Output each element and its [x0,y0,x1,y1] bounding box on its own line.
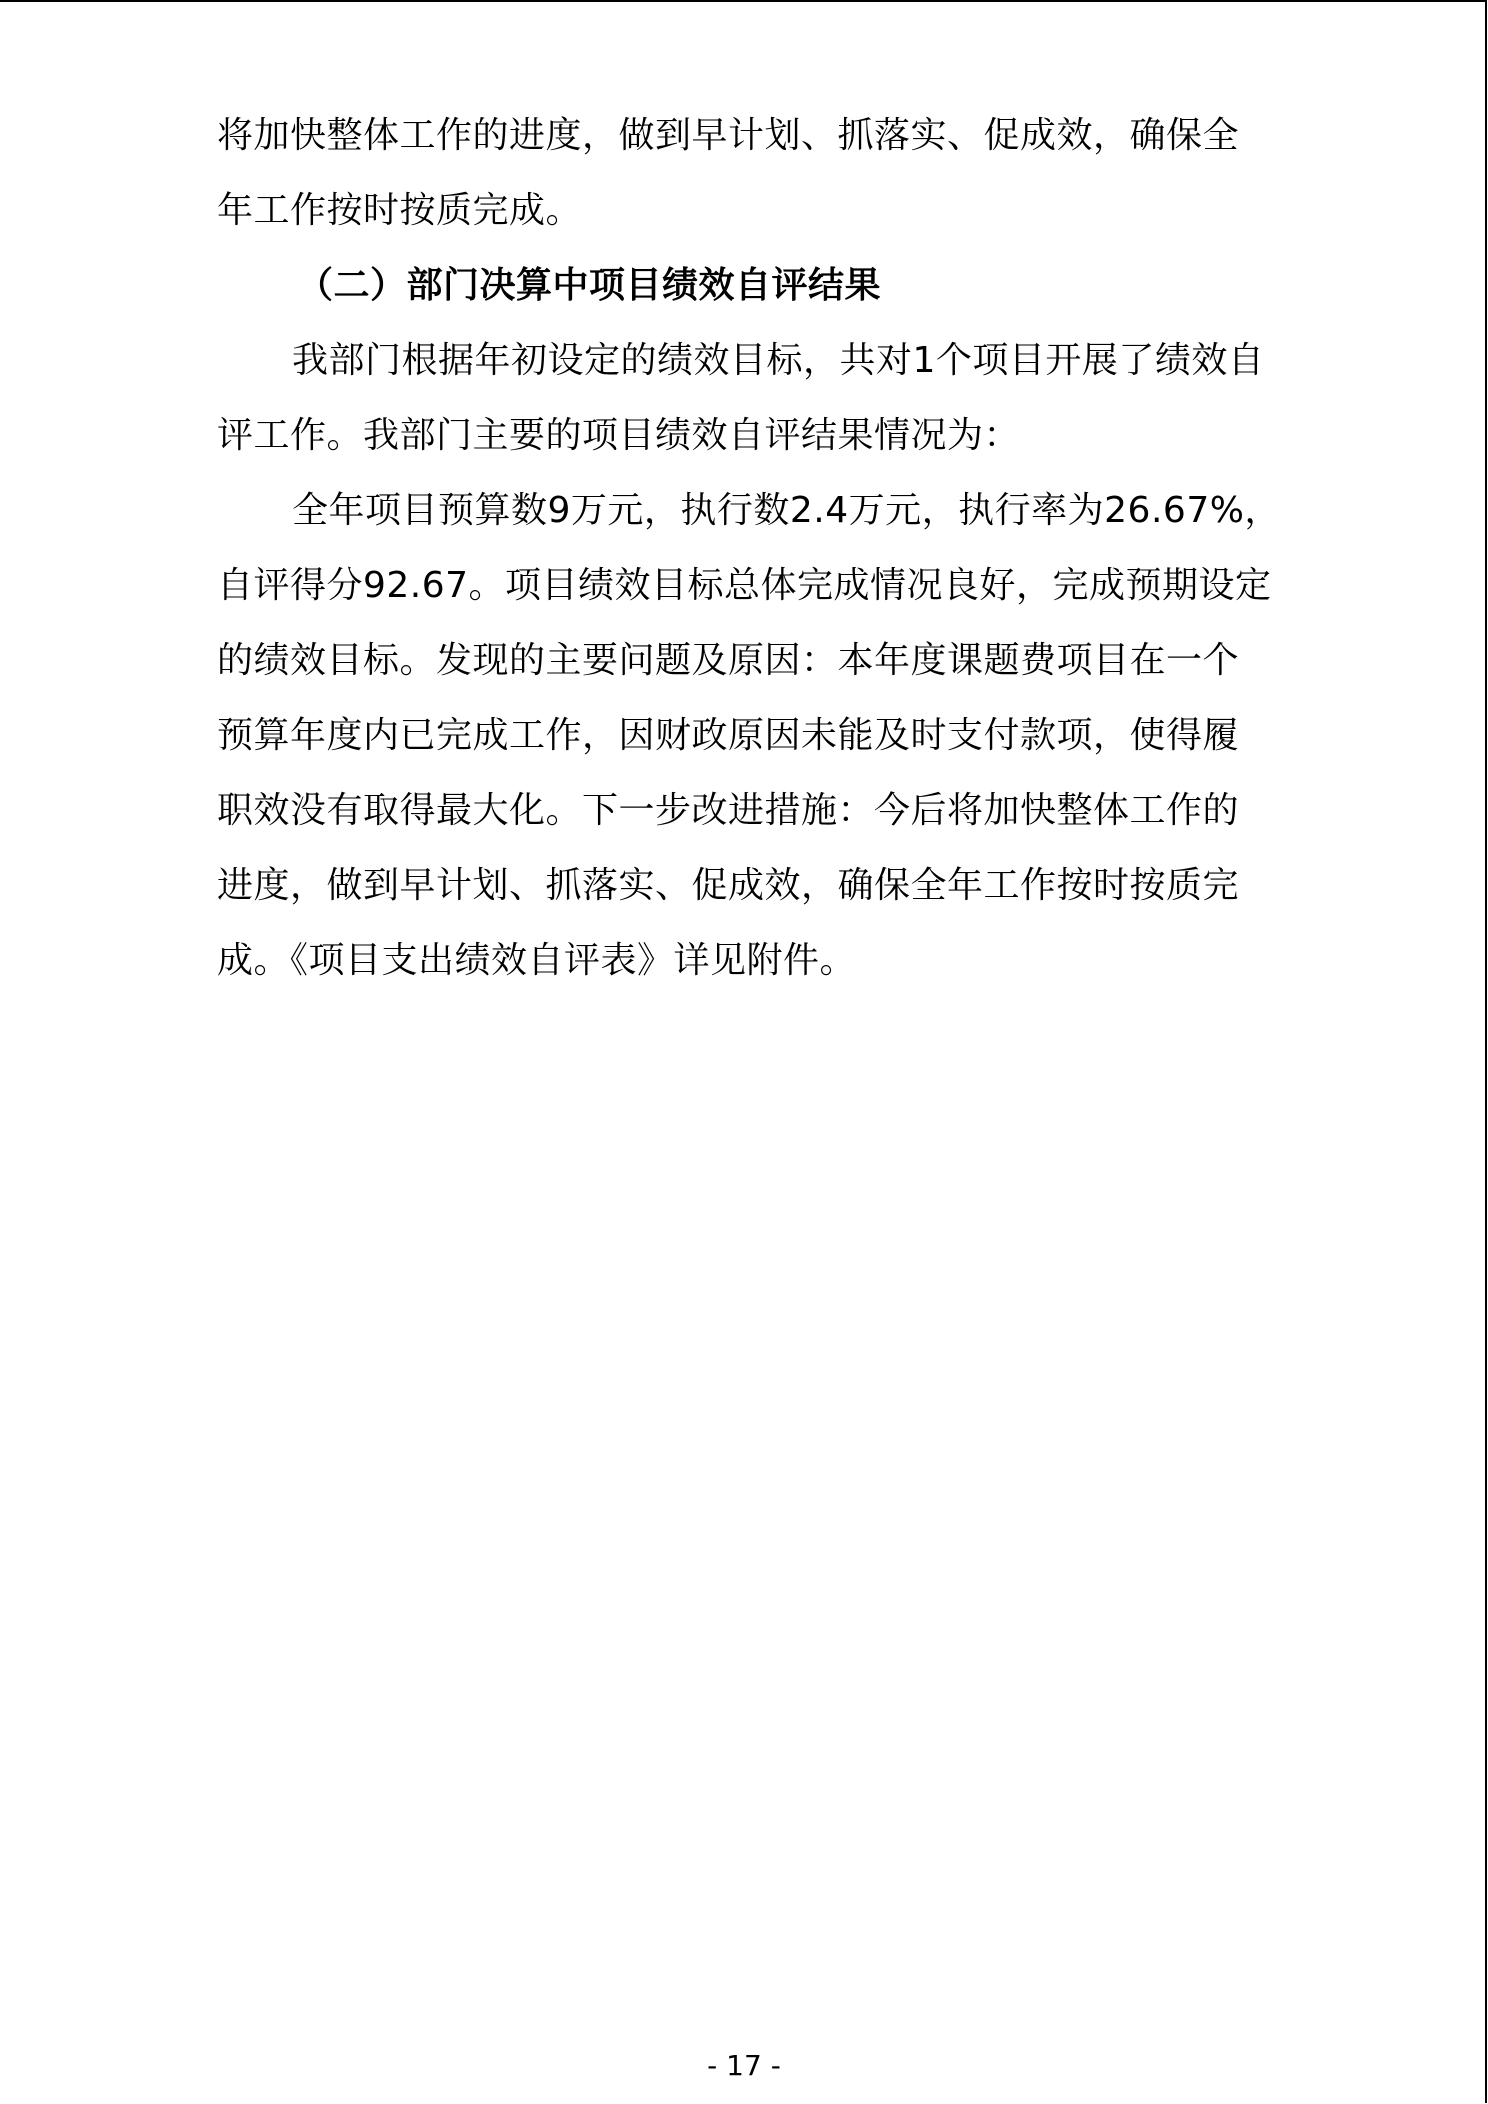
section-heading: （二）部门决算中项目绩效自评结果 [297,265,882,306]
text-line: 我部门根据年初设定的绩效目标，共对1个项目开展了绩效自 [292,340,1265,381]
text-line: 成。《项目支出绩效自评表》详见附件。 [217,940,857,981]
text-line: 评工作。我部门主要的项目绩效自评结果情况为： [217,415,1021,456]
page-number: - 17 - [707,2049,781,2082]
text-line: 自评得分92.67。项目绩效目标总体完成情况良好，完成预期设定 [217,565,1272,606]
text-line: 职效没有取得最大化。下一步改进措施：今后将加快整体工作的 [217,790,1240,831]
text-line: 进度，做到早计划、抓落实、促成效，确保全年工作按时按质完 [217,865,1240,906]
document-body [217,98,1287,998]
text-line: 预算年度内已完成工作，因财政原因未能及时支付款项，使得履 [217,715,1240,756]
text-line: 全年项目预算数9万元，执行数2.4万元，执行率为26.67%， [292,490,1281,531]
text-line: 年工作按时按质完成。 [217,190,583,231]
text-line: 的绩效目标。发现的主要问题及原因：本年度课题费项目在一个 [217,640,1240,681]
text-line: 将加快整体工作的进度，做到早计划、抓落实、促成效，确保全 [217,115,1240,156]
